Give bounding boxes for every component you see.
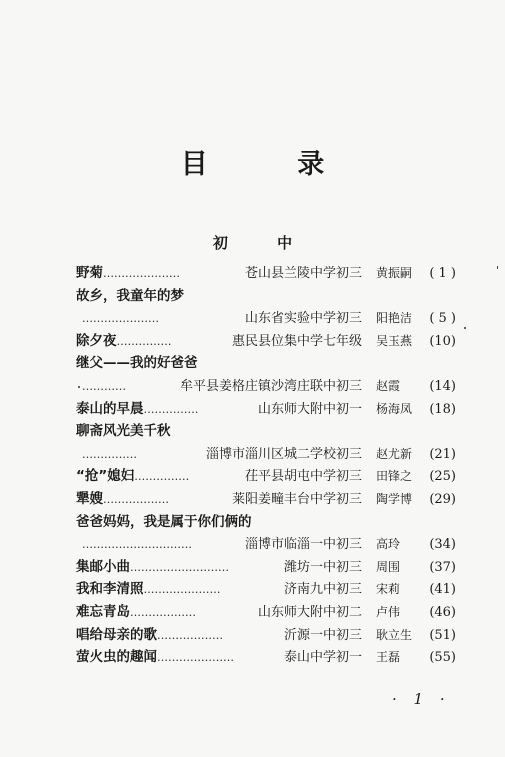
toc-entry-title: 我和李清照: [76, 581, 144, 598]
toc-entry-page: ( 5 ): [429, 311, 456, 327]
page-number: · 1 ·: [392, 690, 451, 708]
toc-entry-title: 难忘青岛: [76, 603, 130, 620]
toc-entry-school: 莱阳姜疃丰台中学初三: [231, 491, 362, 507]
toc-entry-page: (41): [429, 582, 456, 598]
toc-entry-title: 集邮小曲: [76, 558, 130, 575]
toc-leader-dots: ……………: [116, 334, 172, 348]
table-of-contents: [76, 262, 456, 669]
toc-entry-page: (37): [429, 559, 456, 575]
toc-entry-title: 野菊: [76, 265, 103, 281]
toc-entry-author: 杨海凤: [376, 401, 413, 416]
toc-entry-page: (25): [429, 469, 456, 485]
toc-entry-page: (51): [429, 627, 456, 643]
toc-entry-school: 牟平县姜格庄镇沙湾庄联中初三: [179, 378, 362, 394]
section-heading: 初 中: [212, 234, 315, 252]
toc-entry-page: (14): [429, 378, 456, 394]
toc-entry-page: (10): [429, 333, 456, 349]
toc-entry-title: 爸爸妈妈，我是属于你们俩的: [76, 513, 252, 530]
toc-entry: [76, 556, 456, 579]
toc-leader-dots: …………………………: [82, 538, 192, 552]
toc-entry-school: 茌平县胡屯中学初三: [244, 469, 362, 485]
toc-entry-page: (46): [429, 604, 456, 620]
toc-entry-author: 卢伟: [376, 604, 401, 619]
toc-entry-school: 山东省实验中学初三: [244, 311, 362, 327]
toc-entry-continuation: [76, 375, 456, 398]
toc-entry-page: (34): [429, 537, 456, 553]
print-speck: [497, 266, 498, 269]
toc-entry: [76, 465, 456, 488]
toc-entry-title: 唱给母亲的歌: [76, 626, 157, 643]
toc-leader-dots: ……………: [82, 447, 137, 461]
toc-entry-author: 耿立生: [376, 627, 413, 642]
toc-entry: [76, 646, 456, 669]
toc-entry-author: 高玲: [376, 537, 401, 552]
toc-entry: [76, 578, 456, 601]
toc-entry: [76, 601, 456, 624]
toc-entry-author: 黄振嗣: [376, 266, 413, 280]
toc-entry-school: 惠民县位集中学七年级: [231, 333, 362, 349]
toc-entry-author: 阳艳洁: [376, 311, 413, 326]
toc-entry: [76, 488, 456, 511]
toc-entry-page: (29): [429, 491, 456, 507]
toc-leader-dots: ………………………: [130, 560, 229, 574]
toc-entry-school: 沂源一中初三: [283, 627, 362, 643]
toc-entry-page: ( 1 ): [429, 266, 456, 281]
toc-entry-continuation: [76, 307, 456, 330]
toc-entry-title: 故乡，我童年的梦: [76, 287, 184, 304]
toc-entry-school: 济南九中初三: [283, 582, 362, 598]
toc-entry-title: 聊斋风光美千秋: [76, 423, 171, 440]
toc-entry-title: 泰山的早晨: [76, 400, 144, 417]
toc-entry-school: 泰山中学初一: [283, 650, 362, 666]
toc-entry-title: 萤火虫的趣闻: [76, 649, 157, 666]
toc-entry: [76, 262, 456, 285]
toc-entry: [76, 398, 456, 421]
toc-entry-continuation: [76, 533, 456, 556]
toc-entry-school: 淄博市淄川区城二学校初三: [205, 446, 362, 462]
toc-entry-school: 淄博市临淄一中初三: [244, 537, 362, 553]
toc-entry-author: 田锋之: [376, 469, 413, 484]
toc-entry-continuation: [76, 443, 456, 466]
toc-entry-author: 赵尤新: [376, 446, 413, 461]
toc-entry: [76, 330, 456, 353]
toc-entry-page: (18): [429, 401, 456, 417]
toc-entry: [76, 511, 456, 534]
toc-entry-school: 山东师大附中初二: [257, 604, 362, 620]
toc-leader-dots: …………………: [157, 651, 234, 665]
toc-entry-page: (21): [429, 446, 456, 462]
toc-leader-dots: …………………: [143, 583, 221, 597]
toc-leader-dots: …………………: [82, 312, 159, 326]
toc-entry-author: 周围: [376, 559, 401, 574]
toc-entry: [76, 420, 456, 443]
toc-leader-dots: …………………: [103, 267, 180, 280]
toc-entry-title: 继父——我的好爸爸: [76, 355, 198, 372]
print-speck: [464, 327, 466, 329]
toc-leader-dots: …………: [82, 379, 126, 393]
toc-entry: [76, 352, 456, 375]
toc-entry-author: 王磊: [376, 650, 401, 665]
toc-entry-page: (55): [429, 650, 456, 666]
toc-entry-school: 苍山县兰陵中学初三: [244, 266, 362, 281]
toc-entry: [76, 285, 456, 308]
toc-entry-title: 犟嫂: [76, 490, 103, 507]
toc-entry-author: 吴玉燕: [376, 333, 413, 348]
toc-leader-dots: ………………: [157, 628, 223, 642]
toc-entry-author: 陶学博: [376, 491, 413, 506]
page-title: 目 录: [180, 149, 365, 180]
print-speck: [78, 386, 80, 388]
toc-leader-dots: ………………: [103, 492, 169, 506]
toc-entry-author: 宋莉: [376, 582, 401, 597]
toc-entry-title: 除夕夜: [76, 332, 117, 349]
toc-entry-author: 赵霞: [376, 378, 401, 393]
toc-leader-dots: ……………: [143, 402, 199, 416]
toc-leader-dots: ……………: [134, 470, 190, 484]
toc-entry-school: 潍坊一中初三: [283, 559, 362, 575]
toc-entry-title: “抢”媳妇: [76, 468, 135, 485]
toc-entry: [76, 624, 456, 647]
toc-leader-dots: ………………: [130, 605, 196, 619]
toc-entry-school: 山东师大附中初一: [257, 401, 362, 417]
